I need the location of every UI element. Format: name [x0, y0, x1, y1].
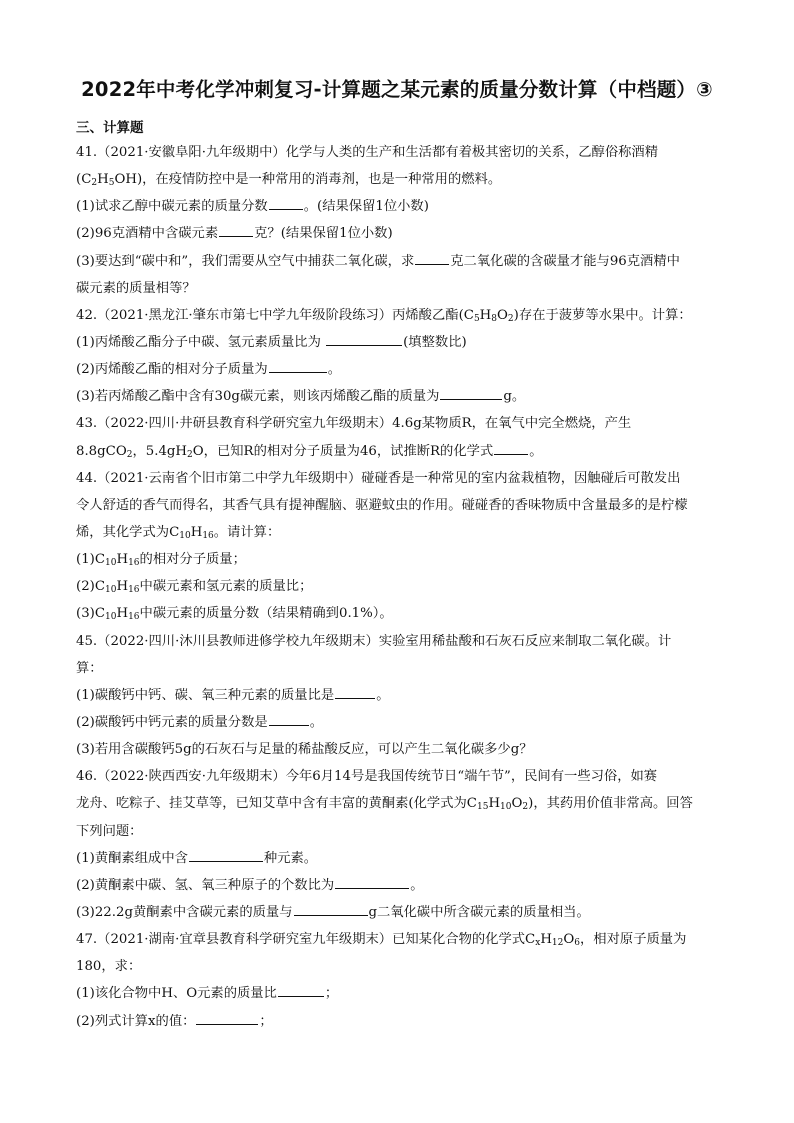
text-line [76, 790, 726, 817]
text-run: 中碳元素和氢元素的质量比； [139, 579, 313, 595]
text-run: 。 [410, 877, 424, 893]
text-run: H [116, 552, 129, 568]
text-run: OH)，在疫情防控中是一种常用的消毒剂，也是一种常用的燃料。 [114, 172, 502, 188]
text-run: 。 [529, 443, 543, 459]
text-run: (3)若用含碳酸钙5g的石灰石与足量的稀盐酸反应，可以产生二氧化碳多少g？ [76, 742, 533, 758]
subscript: 16 [128, 558, 140, 569]
text-run: (C [76, 172, 92, 188]
text-line [76, 329, 726, 356]
text-run: ，5.4gH [132, 443, 188, 459]
text-run: 47.（2021·湖南·宜章县教育科学研究室九年级期末）已知某化合物的化学式C [76, 932, 536, 948]
text-run: O，已知R的相对分子质量为46，试推断R的化学式 [192, 443, 494, 459]
text-run: 44.（2021·云南省个旧市第二中学九年级期中）碰碰香是一种常见的室内盆栽植物，因触碰后可散发出 [76, 470, 681, 486]
text-run: H [116, 606, 129, 622]
subscript: x [535, 938, 541, 949]
text-line [76, 818, 726, 845]
text-line [76, 275, 726, 302]
text-run: ，相对原子质量为 [580, 932, 687, 948]
text-run: O [563, 932, 575, 948]
text-run: 算： [76, 660, 103, 676]
text-run: 种元素。 [263, 850, 318, 866]
subscript: 16 [128, 585, 140, 596]
subscript: 2 [522, 802, 529, 813]
text-line [76, 573, 726, 600]
text-line [76, 248, 726, 275]
text-line [76, 872, 726, 899]
subscript: 2 [187, 449, 193, 460]
text-line [76, 166, 726, 193]
text-line [76, 492, 726, 519]
text-run: )，其药用价值非常高。回答 [528, 796, 693, 812]
text-run: 克？(结果保留1位小数) [254, 226, 393, 242]
subscript: 10 [105, 558, 117, 569]
text-line [76, 356, 726, 383]
text-line [76, 709, 726, 736]
text-run: g。 [503, 389, 526, 405]
text-run: 令人舒适的香气而得名，其香气具有提神醒脑、驱避蚊虫的作用。碰碰香的香味物质中含量最多的是柠檬 [76, 497, 688, 513]
text-run: (填整数比) [403, 334, 467, 350]
text-run: (2)黄酮素中碳、氢、氧三种原子的个数比为 [76, 877, 335, 893]
text-line [76, 220, 726, 247]
text-run: ； [324, 986, 339, 1002]
text-run: 。 [376, 687, 390, 703]
text-run: (2)丙烯酸乙酯的相对分子质量为 [76, 362, 268, 378]
subscript: 12 [551, 938, 564, 949]
text-run: O [511, 796, 523, 812]
text-line [76, 980, 726, 1007]
answer-blank[interactable] [335, 684, 375, 699]
subscript: 10 [105, 612, 117, 623]
answer-blank[interactable] [278, 982, 324, 997]
text-line [76, 302, 726, 329]
text-run: 46.（2022·陕西西安·九年级期末）今年6月14号是我国传统节日“端午节”，民间有一些习俗，如赛 [76, 769, 658, 785]
text-run: 。请计算： [213, 524, 281, 540]
text-line [76, 682, 726, 709]
text-run: ； [259, 1013, 273, 1029]
text-run: (2)列式计算x的值： [76, 1013, 196, 1029]
subscript: 5 [108, 178, 115, 189]
page-title: 2022年中考化学冲刺复习-计算题之某元素的质量分数计算（中档题）③ [81, 78, 713, 101]
subscript: 15 [476, 802, 489, 813]
text-run: (1)试求乙醇中碳元素的质量分数 [76, 199, 268, 215]
text-line [76, 1008, 726, 1035]
subscript: 10 [500, 802, 512, 813]
text-run: 。(结果保留1位小数) [303, 199, 429, 215]
text-run: 龙舟、吃粽子、挂艾草等，已知艾草中含有丰富的黄酮素(化学式为C [76, 796, 477, 812]
subscript: 2 [91, 178, 98, 189]
subscript: 5 [473, 313, 480, 324]
text-line [76, 845, 726, 872]
text-line [76, 736, 726, 763]
text-run: 烯，其化学式为C [76, 524, 180, 540]
text-run: H [116, 579, 129, 595]
answer-blank[interactable] [196, 1010, 258, 1025]
text-line [76, 438, 726, 465]
answer-blank[interactable] [269, 358, 327, 373]
text-run: )存在于菠萝等水果中。计算： [513, 307, 692, 323]
text-run: (3)要达到“碳中和”，我们需要从空气中捕获二氧化碳，求 [76, 253, 415, 269]
text-run: 42.（2021·黑龙江·肇东市第七中学九年级阶段练习）丙烯酸乙酯(C [76, 307, 474, 323]
text-run: H [540, 932, 552, 948]
text-run: H [97, 172, 109, 188]
text-run: 8.8gCO [76, 443, 127, 459]
answer-blank[interactable] [189, 847, 263, 862]
answer-blank[interactable] [440, 385, 502, 400]
text-run: 45.（2022·四川·沐川县教师进修学校九年级期末）实验室用稀盐酸和石灰石反应来制取二氧化碳。计 [76, 633, 672, 649]
subscript: 10 [105, 585, 117, 596]
text-run: (1)丙烯酸乙酯分子中碳、氢元素质量比为 [76, 334, 326, 350]
text-run: 碳元素的质量相等？ [76, 280, 196, 296]
text-line [76, 519, 726, 546]
subscript: 8 [491, 313, 498, 324]
subscript: 16 [202, 530, 214, 541]
subscript: 6 [574, 938, 581, 949]
text-run: g二氧化碳中所含碳元素的质量相当。 [368, 904, 590, 920]
answer-blank[interactable] [335, 874, 409, 889]
subscript: 16 [128, 612, 140, 623]
text-line [76, 926, 726, 953]
text-run: (2)96克酒精中含碳元素 [76, 226, 219, 242]
text-run: O [497, 307, 508, 323]
answer-blank[interactable] [269, 195, 303, 210]
text-run: (1)C [76, 552, 106, 568]
text-line [76, 546, 726, 573]
answer-blank[interactable] [415, 250, 449, 265]
text-run: (1)黄酮素组成中含 [76, 850, 188, 866]
text-run: 180，求： [76, 959, 142, 975]
answer-blank[interactable] [269, 711, 309, 726]
question-list [76, 139, 726, 1035]
subscript: 10 [179, 530, 191, 541]
text-run: (2)碳酸钙中钙元素的质量分数是 [76, 714, 268, 730]
answer-blank[interactable] [326, 331, 402, 346]
subscript: 2 [126, 449, 133, 460]
text-run: (3)若丙烯酸乙酯中含有30g碳元素，则该丙烯酸乙酯的质量为 [76, 389, 440, 405]
text-run: (1)该化合物中H、O元素的质量比 [76, 986, 277, 1002]
answer-blank[interactable] [219, 222, 253, 237]
text-run: 41.（2021·安徽阜阳·九年级期中）化学与人类的生产和生活都有着极其密切的关系，乙醇俗称酒精 [76, 145, 659, 160]
answer-blank[interactable] [494, 440, 528, 455]
text-line [76, 410, 726, 437]
section-heading: 三、计算题 [76, 120, 144, 136]
text-line [76, 655, 726, 682]
text-line [76, 193, 726, 220]
text-line [76, 139, 726, 166]
text-line [76, 383, 726, 410]
text-run: 43.（2022·四川·井研县教育科学研究室九年级期末）4.6g某物质R，在氧气中完全燃烧，产生 [76, 416, 632, 432]
text-run: H [488, 796, 501, 812]
text-run: (1)碳酸钙中钙、碳、氧三种元素的质量比是 [76, 687, 335, 703]
text-run: (3)C [76, 606, 106, 622]
text-run: 的相对分子质量； [139, 552, 246, 568]
text-run: (2)C [76, 579, 106, 595]
text-line [76, 628, 726, 655]
text-line [76, 953, 726, 980]
text-run: 。 [327, 362, 341, 378]
text-line [76, 600, 726, 627]
answer-blank[interactable] [294, 901, 368, 916]
text-run: 下列问题： [76, 823, 143, 839]
text-line [76, 465, 726, 492]
text-run: 。 [309, 714, 323, 730]
text-run: 克二氧化碳的含碳量才能与96克酒精中 [450, 253, 680, 269]
text-run: 中碳元素的质量分数（结果精确到0.1%）。 [139, 606, 393, 622]
text-line [76, 899, 726, 926]
text-run: H [190, 524, 203, 540]
text-run: H [479, 307, 492, 323]
text-run: (3)22.2g黄酮素中含碳元素的质量与 [76, 904, 293, 920]
subscript: 2 [507, 313, 514, 324]
text-line [76, 763, 726, 790]
